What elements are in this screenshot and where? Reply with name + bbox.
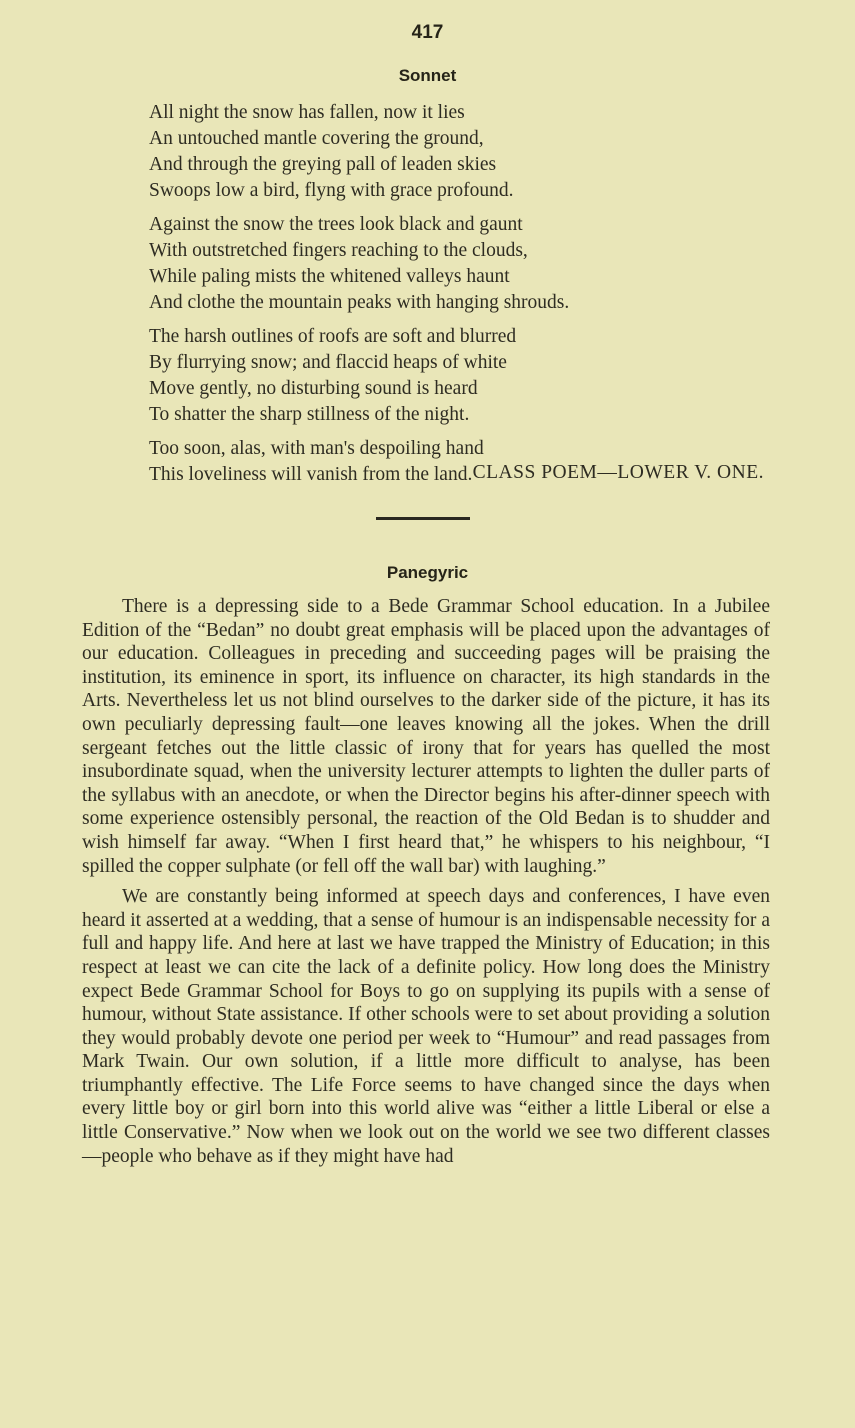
poem-line: And clothe the mountain peaks with hanging shrouds. — [149, 292, 570, 313]
poem-line: With outstretched fingers reaching to the clouds, — [149, 240, 528, 261]
section-divider — [376, 517, 470, 520]
panegyric-body — [82, 595, 770, 1175]
panegyric-title: Panegyric — [386, 563, 469, 582]
sonnet-body — [149, 100, 789, 496]
poem-line: Too soon, alas, with man's despoiling hand — [149, 438, 484, 459]
paragraph: There is a depressing side to a Bede Grammar School education. In a Jubilee Edition of the “Bedan” no doubt great emphasis will be placed upon the advantages of our education. Colleagues in preceding and succeeding pages will be praising the institution, its eminence in sport, its influence on character, its high standards in the Arts. Nevertheless let us not blind ourselves to the darker side of the picture, it has its own peculiarly depressing fault—one leaves knowing all the jokes. When the drill sergeant fetches out the little classic of irony that for years has quelled the most insubordinate squad, when the university lecturer attempts to lighten the duller parts of the syllabus with an anecdote, or when the Director begins his after-dinner speech with some experience ostensibly personal, the reaction of the Old Bedan is to shudder and wish himself far away. “When I first heard that,” he whispers to his neighbour, “I spilled the copper sulphate (or fell off the wall bar) with laughing.” — [82, 596, 770, 877]
poem-signature: CLASS POEM—LOWER V. ONE. — [472, 462, 764, 483]
poem-line: Against the snow the trees look black and gaunt — [149, 214, 523, 235]
poem-line: Move gently, no disturbing sound is heard — [149, 378, 478, 399]
poem-line: Swoops low a bird, flyng with grace profound. — [149, 180, 514, 201]
poem-line: The harsh outlines of roofs are soft and blurred — [149, 326, 517, 347]
poem-line: While paling mists the whitened valleys haunt — [149, 266, 510, 287]
stanza — [149, 324, 789, 428]
stanza — [149, 100, 789, 204]
poem-line: All night the snow has fallen, now it lies — [149, 102, 465, 123]
poem-line: And through the greying pall of leaden skies — [149, 154, 497, 175]
poem-line: An untouched mantle covering the ground, — [149, 128, 484, 149]
poem-line: This loveliness will vanish from the land. — [149, 464, 473, 485]
page-number: 417 — [411, 22, 444, 43]
poem-line: By flurrying snow; and flaccid heaps of white — [149, 352, 507, 373]
stanza — [149, 212, 789, 316]
poem-line: To shatter the sharp stillness of the night. — [149, 404, 470, 425]
sonnet-title: Sonnet — [398, 66, 457, 85]
paragraph: We are constantly being informed at speech days and conferences, I have even heard it asserted at a wedding, that a sense of humour is an indispensable necessity for a full and happy life. And here at last we have trapped the Ministry of Education; in this respect at least we can cite the lack of a definite policy. How long does the Ministry expect Bede Grammar School for Boys to go on supplying its pupils with a sense of humour, without State assistance. If other schools were to set about providing a solution they would probably devote one period per week to “Humour” and read passages from Mark Twain. Our own solution, if a little more difficult to analyse, has been triumphantly effective. The Life Force seems to have changed since the days when every little boy or girl born into this world alive was “either a little Liberal or else a little Conservative.” Now when we look out on the world we see two different classes—people who behave as if they might have had — [82, 886, 770, 1167]
